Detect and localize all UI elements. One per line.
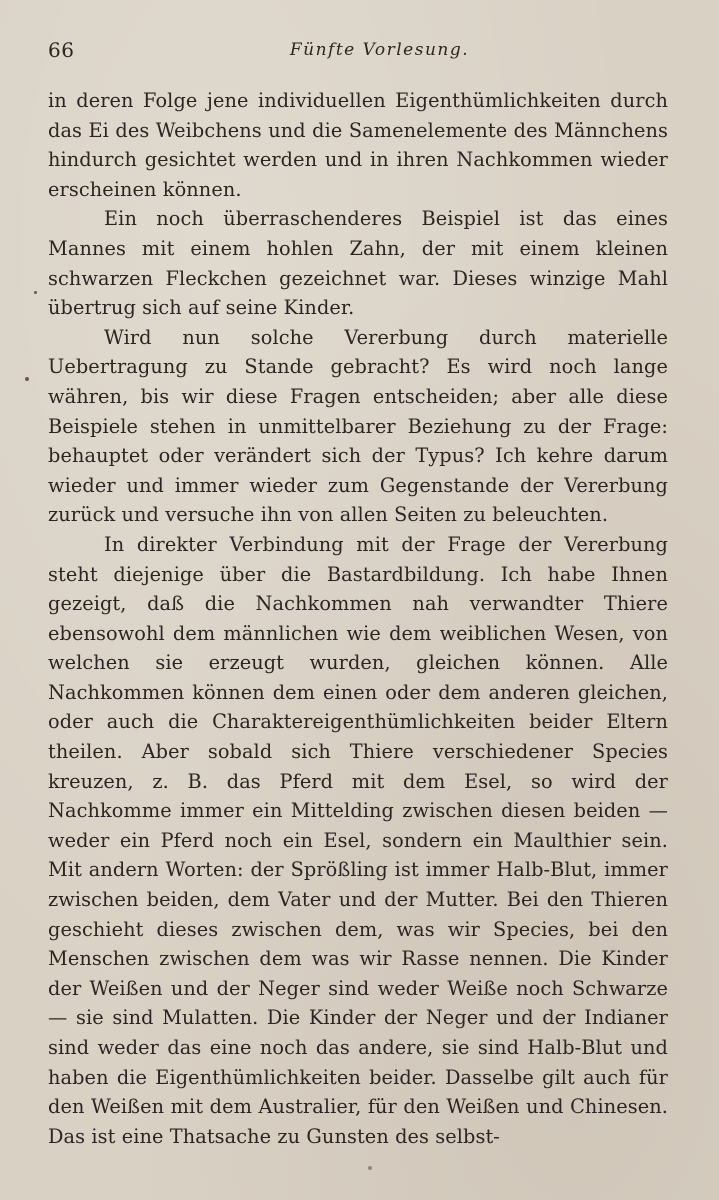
paragraph-3: Wird nun solche Vererbung durch materielle Uebertragung zu Stande gebracht? Es wird noch lange währen, bis wir diese Fragen entscheiden; aber alle diese Beispiele stehen in unmittelbarer Beziehung zu der Frage: behauptet oder verändert sich der Typus? Ich kehre darum wieder und immer wieder zum Gegenstande der Vererbung zurück und versuche ihn von allen Seiten zu beleuchten. bbox=[48, 325, 668, 527]
paragraph-4: In direkter Verbindung mit der Frage der Vererbung steht diejenige über die Bastardbildung. Ich habe Ihnen gezeigt, daß die Nachkommen nah verwandter Thiere ebensowohl dem männlichen wie dem weiblichen Wesen, von welchen sie erzeugt wurden, gleichen können. Alle Nachkommen können dem einen oder dem anderen gleichen, oder auch die Charaktereigenthümlichkeiten beider Eltern theilen. Aber sobald sich Thiere verschiedener Species kreuzen, z. B. das Pferd mit dem Esel, so wird der Nachkomme immer ein Mittelding zwischen diesen beiden — weder ein Pferd noch ein Esel, sondern ein Maulthier sein. Mit andern Worten: der Sprößling ist immer Halb-Blut, immer zwischen beiden, dem Vater und der Mutter. Bei den Thieren geschieht dieses zwischen dem, was wir Species, bei den Menschen zwischen dem was wir Rasse nennen. Die Kinder der Weißen und der Neger sind weder Weiße noch Schwarze — sie sind Mulatten. Die Kinder der Neger und der Indianer sind weder das eine noch das andere, sie sind Halb-Blut und haben die Eigenthümlichkeiten beider. Dasselbe gilt auch für den Weißen mit dem Australier, für den Weißen und Chinesen. Das ist eine Thatsache zu Gunsten des selbst- bbox=[48, 532, 668, 1148]
paper-speck bbox=[25, 377, 29, 381]
paper-speck bbox=[368, 1166, 372, 1170]
running-head: Fünfte Vorlesung. bbox=[289, 40, 470, 60]
paragraph-1: in deren Folge jene individuellen Eigenthümlichkeiten durch das Ei des Weibchens und die Samenelemente des Männchens hindurch gesichtet werden und in ihren Nachkommen wieder erscheinen können. bbox=[48, 89, 668, 201]
page-number: 66 bbox=[48, 38, 75, 62]
paper-speck bbox=[34, 291, 37, 294]
body-text bbox=[48, 86, 668, 1151]
paragraph-2: Ein noch überraschenderes Beispiel ist das eines Mannes mit einem hohlen Zahn, der mit einem kleinen schwarzen Fleckchen gezeichnet war. Dieses winzige Mahl übertrug sich auf seine Kinder. bbox=[48, 207, 668, 320]
page-header bbox=[48, 38, 671, 72]
